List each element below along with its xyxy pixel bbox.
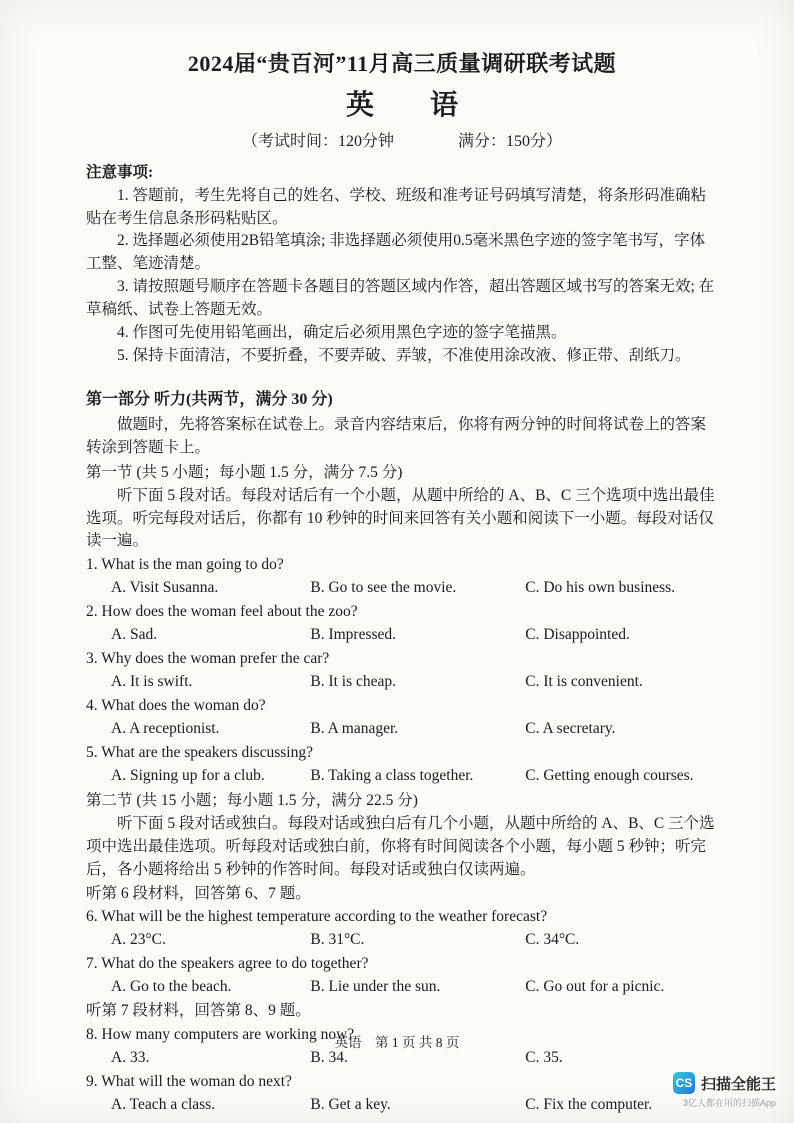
section2-instructions: 听下面 5 段对话或独白。每段对话或独白后有几个小题，从题中所给的 A、B、C 三个选项中选出最佳选项。听每段对话或独白前，你将有时间阅读各个小题，每小题 5 秒钟；听完后，各小题将给出 5 秒钟的作答时间。每段对话或独白仅读两遍。 [86,814,715,878]
scanner-watermark-row [673,1072,776,1094]
option-b: B. A manager. [310,719,399,737]
option-b: B. Lie under the sun. [310,978,441,996]
question-options [86,976,718,999]
option-c: C. 35. [525,1049,563,1067]
scanner-tagline: 3亿人都在用的扫描App [682,1098,776,1108]
scanner-brand-name: 扫描全能王 [700,1075,776,1093]
option-c: C. Disappointed. [525,626,630,644]
question-stem: 8. How many computers are working now? [86,1026,355,1044]
notice-item: 3. 请按照题号顺序在答题卡各题目的答题区域内作答，超出答题区域书写的答案无效; 在草稿纸、试卷上答题无效。 [86,278,715,319]
option-c: C. Getting enough courses. [525,766,694,784]
option-a: A. A receptionist. [111,719,220,737]
question [86,601,718,647]
question-stem: 3. Why does the woman prefer the car? [86,650,330,668]
option-a: A. Visit Susanna. [111,579,219,597]
question [86,1071,718,1117]
question-stem: 7. What do the speakers agree to do together? [86,955,369,973]
option-b: B. Taking a class together. [310,766,474,784]
option-c: C. A secretary. [525,719,616,737]
exam-meta: （考试时间：120分钟 满分：150分） [241,132,562,150]
page-content [86,48,718,1117]
notice-item: 5. 保持卡面清洁，不要折叠，不要弄破、弄皱，不准使用涂改液、修正带、刮纸刀。 [117,347,691,365]
question-options [86,624,718,647]
notice-item: 1. 答题前，考生先将自己的姓名、学校、班级和准考证号码填写清楚，将条形码准确粘贴在考生信息条形码粘贴区。 [86,186,707,227]
option-c: C. Do his own business. [525,579,676,597]
question-stem: 4. What does the woman do? [86,697,266,715]
question-stem: 5. What are the speakers discussing? [86,743,313,761]
question [86,742,718,788]
option-b: B. Go to see the movie. [310,579,457,597]
part1-heading: 第一部分 听力(共两节，满分 30 分) [86,391,333,409]
section1-instructions: 听下面 5 段对话。每段对话后有一个小题，从题中所给的 A、B、C 三个选项中选出最佳选项。听完每段对话后，你都有 10 秒钟的时间来回答有关小题和阅读下一小题。每段对话仅读一遍。 [86,486,715,550]
option-a: A. Go to the beach. [111,978,232,996]
question [86,648,718,694]
question [86,695,718,741]
part1-intro: 做题时，先将答案标在试卷上。录音内容结束后，你将有两分钟的时间将试卷上的答案转涂到答题卡上。 [86,415,707,456]
option-c: C. Fix the computer. [525,1095,653,1113]
option-a: A. 23°C. [111,931,166,949]
question-options [86,765,718,788]
scanner-watermark [673,1072,776,1109]
question-stem: 6. What will be the highest temperature according to the weather forecast? [86,908,548,926]
page-title: 2024届“贵百河”11月高三质量调研联考试题 [187,51,617,76]
material-lead: 听第 6 段材料，回答第 6、7 题。 [86,884,311,902]
question [86,906,718,952]
option-c: C. It is convenient. [525,673,643,691]
scanner-app-icon: CS [673,1072,695,1094]
option-c: C. Go out for a picnic. [525,978,665,996]
question-options [86,718,718,741]
page-footer: 英语 第 1 页 共 8 页 [334,1035,460,1050]
question-stem: 1. What is the man going to do? [86,556,284,574]
option-b: B. Get a key. [310,1095,391,1113]
notice-section [86,162,718,368]
option-b: B. Impressed. [310,626,397,644]
option-b: B. 34. [310,1049,348,1067]
notice-item: 2. 选择题必须使用2B铅笔填涂; 非选择题必须使用0.5毫米黑色字迹的签字笔书写，字体工整、笔迹清楚。 [86,232,706,273]
question-options [86,671,718,694]
option-a: A. It is swift. [111,673,193,691]
option-a: A. Sad. [111,626,158,644]
material-lead: 听第 7 段材料，回答第 8、9 题。 [86,1002,311,1020]
question-options [86,929,718,952]
notice-heading: 注意事项: [86,163,154,181]
option-b: B. 31°C. [310,931,365,949]
notice-item: 4. 作图可先使用铅笔画出，确定后必须用黑色字迹的签字笔描黑。 [117,324,567,342]
question-options [86,1094,718,1117]
subject-title: 英 语 [345,89,458,121]
option-a: A. Signing up for a club. [111,766,265,784]
section2-heading: 第二节 (共 15 小题；每小题 1.5 分，满分 22.5 分) [86,791,418,809]
section1-heading: 第一节 (共 5 小题；每小题 1.5 分，满分 7.5 分) [86,463,403,481]
question [86,953,718,999]
question [86,554,718,600]
option-a: A. Teach a class. [111,1095,216,1113]
question-options [86,577,718,600]
option-c: C. 34°C. [525,931,580,949]
option-a: A. 33. [111,1049,150,1067]
question-stem: 9. What will the woman do next? [86,1073,292,1091]
option-b: B. It is cheap. [310,673,397,691]
question-stem: 2. How does the woman feel about the zoo? [86,603,358,621]
